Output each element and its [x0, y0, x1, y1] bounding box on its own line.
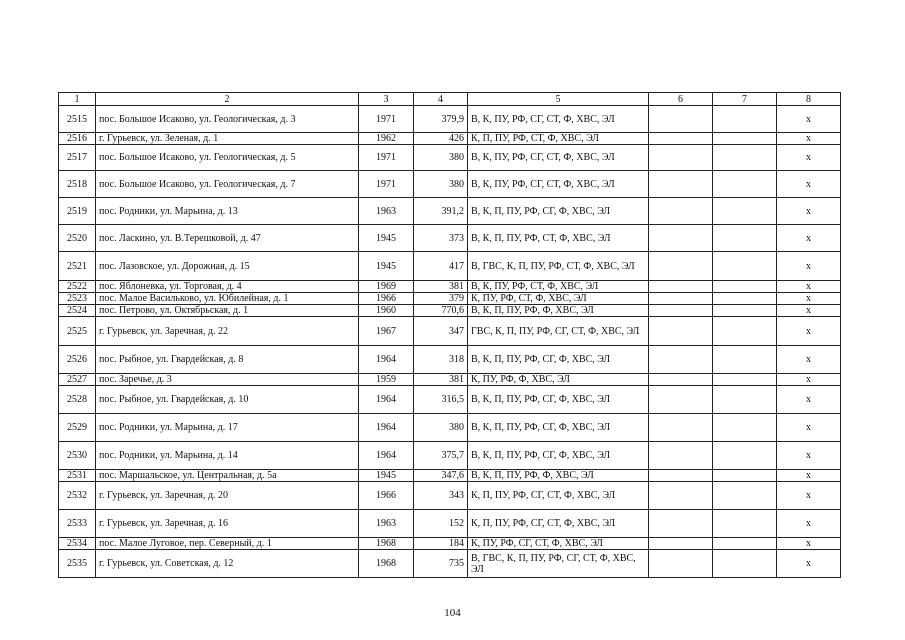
cell-col-6	[649, 281, 713, 293]
table-row	[59, 414, 841, 442]
table-row	[59, 293, 841, 305]
cell-col-2: г. Гурьевск, ул. Заречная, д. 20	[96, 482, 359, 510]
cell-col-6	[649, 550, 713, 578]
cell-col-8: х	[777, 198, 841, 225]
table-row	[59, 510, 841, 538]
cell-col-5: В, К, П, ПУ, РФ, СГ, Ф, ХВС, ЭЛ	[468, 346, 649, 374]
cell-col-6	[649, 145, 713, 171]
cell-col-7	[713, 145, 777, 171]
cell-col-6	[649, 293, 713, 305]
cell-col-3: 1969	[359, 281, 414, 293]
cell-col-4: 347,6	[414, 470, 468, 482]
cell-col-3: 1945	[359, 252, 414, 281]
col-header-7: 7	[713, 93, 777, 106]
cell-col-4: 380	[414, 414, 468, 442]
cell-col-1: 2522	[59, 281, 96, 293]
cell-col-7	[713, 305, 777, 317]
cell-col-5: В, К, П, ПУ, РФ, СГ, Ф, ХВС, ЭЛ	[468, 414, 649, 442]
cell-col-5: К, П, ПУ, РФ, СГ, СТ, Ф, ХВС, ЭЛ	[468, 510, 649, 538]
table-row	[59, 538, 841, 550]
cell-col-5: В, К, П, ПУ, РФ, СГ, Ф, ХВС, ЭЛ	[468, 386, 649, 414]
cell-col-2: пос. Петрово, ул. Октябрьская, д. 1	[96, 305, 359, 317]
cell-col-7	[713, 442, 777, 470]
table-body	[59, 106, 841, 578]
cell-col-5: В, К, ПУ, РФ, СГ, СТ, Ф, ХВС, ЭЛ	[468, 171, 649, 198]
col-header-4: 4	[414, 93, 468, 106]
cell-col-7	[713, 133, 777, 145]
col-header-3: 3	[359, 93, 414, 106]
cell-col-3: 1963	[359, 510, 414, 538]
cell-col-5: В, К, П, ПУ, РФ, СГ, Ф, ХВС, ЭЛ	[468, 198, 649, 225]
cell-col-8: х	[777, 145, 841, 171]
cell-col-4: 184	[414, 538, 468, 550]
cell-col-5: В, К, П, ПУ, РФ, Ф, ХВС, ЭЛ	[468, 305, 649, 317]
table-row	[59, 470, 841, 482]
cell-col-3: 1945	[359, 225, 414, 252]
cell-col-1: 2523	[59, 293, 96, 305]
table-row	[59, 374, 841, 386]
cell-col-5: В, К, П, ПУ, РФ, Ф, ХВС, ЭЛ	[468, 470, 649, 482]
cell-col-2: пос. Заречье, д. 3	[96, 374, 359, 386]
cell-col-6	[649, 305, 713, 317]
table-row	[59, 346, 841, 374]
cell-col-6	[649, 386, 713, 414]
cell-col-7	[713, 317, 777, 346]
cell-col-2: пос. Рыбное, ул. Гвардейская, д. 8	[96, 346, 359, 374]
table-row	[59, 106, 841, 133]
cell-col-8: х	[777, 106, 841, 133]
cell-col-1: 2520	[59, 225, 96, 252]
cell-col-3: 1964	[359, 442, 414, 470]
cell-col-1: 2532	[59, 482, 96, 510]
cell-col-2: пос. Малое Луговое, пер. Северный, д. 1	[96, 538, 359, 550]
cell-col-3: 1964	[359, 386, 414, 414]
cell-col-5: К, ПУ, РФ, СГ, СТ, Ф, ХВС, ЭЛ	[468, 538, 649, 550]
cell-col-4: 343	[414, 482, 468, 510]
cell-col-2: пос. Родники, ул. Марьина, д. 13	[96, 198, 359, 225]
cell-col-6	[649, 317, 713, 346]
cell-col-8: х	[777, 386, 841, 414]
cell-col-8: х	[777, 252, 841, 281]
cell-col-1: 2524	[59, 305, 96, 317]
cell-col-4: 318	[414, 346, 468, 374]
cell-col-2: пос. Малое Васильково, ул. Юбилейная, д. 1	[96, 293, 359, 305]
cell-col-8: х	[777, 374, 841, 386]
cell-col-3: 1971	[359, 106, 414, 133]
cell-col-2: г. Гурьевск, ул. Советская, д. 12	[96, 550, 359, 578]
cell-col-1: 2525	[59, 317, 96, 346]
cell-col-4: 379	[414, 293, 468, 305]
cell-col-7	[713, 293, 777, 305]
cell-col-8: х	[777, 414, 841, 442]
cell-col-7	[713, 538, 777, 550]
cell-col-5: В, К, П, ПУ, РФ, СГ, Ф, ХВС, ЭЛ	[468, 442, 649, 470]
cell-col-1: 2518	[59, 171, 96, 198]
cell-col-1: 2521	[59, 252, 96, 281]
table-row	[59, 482, 841, 510]
cell-col-3: 1963	[359, 198, 414, 225]
cell-col-1: 2517	[59, 145, 96, 171]
cell-col-1: 2528	[59, 386, 96, 414]
cell-col-6	[649, 133, 713, 145]
page-number: 104	[444, 607, 461, 619]
cell-col-5: К, П, ПУ, РФ, СГ, СТ, Ф, ХВС, ЭЛ	[468, 482, 649, 510]
cell-col-4: 373	[414, 225, 468, 252]
cell-col-1: 2529	[59, 414, 96, 442]
cell-col-5: В, К, П, ПУ, РФ, СТ, Ф, ХВС, ЭЛ	[468, 225, 649, 252]
header-row	[59, 93, 841, 106]
cell-col-3: 1964	[359, 346, 414, 374]
cell-col-1: 2533	[59, 510, 96, 538]
cell-col-7	[713, 281, 777, 293]
cell-col-1: 2530	[59, 442, 96, 470]
cell-col-2: пос. Большое Исаково, ул. Геологическая, д. 3	[96, 106, 359, 133]
cell-col-3: 1966	[359, 482, 414, 510]
table-row	[59, 133, 841, 145]
col-header-8: 8	[777, 93, 841, 106]
cell-col-2: пос. Большое Исаково, ул. Геологическая, д. 7	[96, 171, 359, 198]
cell-col-5: ГВС, К, П, ПУ, РФ, СГ, СТ, Ф, ХВС, ЭЛ	[468, 317, 649, 346]
cell-col-3: 1945	[359, 470, 414, 482]
cell-col-2: пос. Рыбное, ул. Гвардейская, д. 10	[96, 386, 359, 414]
cell-col-2: пос. Яблоневка, ул. Торговая, д. 4	[96, 281, 359, 293]
cell-col-2: пос. Лазовское, ул. Дорожная, д. 15	[96, 252, 359, 281]
cell-col-4: 391,2	[414, 198, 468, 225]
cell-col-4: 770,6	[414, 305, 468, 317]
cell-col-4: 381	[414, 374, 468, 386]
col-header-5: 5	[468, 93, 649, 106]
cell-col-4: 426	[414, 133, 468, 145]
cell-col-8: х	[777, 538, 841, 550]
table-row	[59, 252, 841, 281]
col-header-1: 1	[59, 93, 96, 106]
register-table	[58, 92, 841, 578]
cell-col-5: В, К, ПУ, РФ, СТ, Ф, ХВС, ЭЛ	[468, 281, 649, 293]
cell-col-8: х	[777, 171, 841, 198]
cell-col-2: пос. Родники, ул. Марьина, д. 17	[96, 414, 359, 442]
cell-col-8: х	[777, 305, 841, 317]
cell-col-3: 1962	[359, 133, 414, 145]
cell-col-2: г. Гурьевск, ул. Зеленая, д. 1	[96, 133, 359, 145]
cell-col-6	[649, 346, 713, 374]
cell-col-4: 379,9	[414, 106, 468, 133]
cell-col-1: 2516	[59, 133, 96, 145]
cell-col-8: х	[777, 470, 841, 482]
cell-col-8: х	[777, 317, 841, 346]
cell-col-3: 1968	[359, 538, 414, 550]
cell-col-8: х	[777, 442, 841, 470]
cell-col-8: х	[777, 482, 841, 510]
cell-col-8: х	[777, 510, 841, 538]
cell-col-4: 380	[414, 171, 468, 198]
cell-col-5: В, К, ПУ, РФ, СГ, СТ, Ф, ХВС, ЭЛ	[468, 145, 649, 171]
cell-col-1: 2526	[59, 346, 96, 374]
cell-col-1: 2515	[59, 106, 96, 133]
cell-col-2: пос. Ласкино, ул. В.Терешковой, д. 47	[96, 225, 359, 252]
table-row	[59, 386, 841, 414]
cell-col-7	[713, 386, 777, 414]
cell-col-3: 1960	[359, 305, 414, 317]
cell-col-4: 316,5	[414, 386, 468, 414]
cell-col-6	[649, 538, 713, 550]
cell-col-8: х	[777, 281, 841, 293]
cell-col-8: х	[777, 133, 841, 145]
cell-col-7	[713, 198, 777, 225]
cell-col-8: х	[777, 550, 841, 578]
cell-col-5: К, П, ПУ, РФ, СТ, Ф, ХВС, ЭЛ	[468, 133, 649, 145]
table-row	[59, 281, 841, 293]
cell-col-7	[713, 346, 777, 374]
cell-col-6	[649, 482, 713, 510]
table-row	[59, 317, 841, 346]
table-row	[59, 198, 841, 225]
cell-col-1: 2531	[59, 470, 96, 482]
table-row	[59, 171, 841, 198]
cell-col-7	[713, 252, 777, 281]
cell-col-8: х	[777, 346, 841, 374]
cell-col-6	[649, 106, 713, 133]
cell-col-2: г. Гурьевск, ул. Заречная, д. 16	[96, 510, 359, 538]
cell-col-3: 1959	[359, 374, 414, 386]
cell-col-7	[713, 510, 777, 538]
cell-col-1: 2519	[59, 198, 96, 225]
cell-col-5: В, К, ПУ, РФ, СГ, СТ, Ф, ХВС, ЭЛ	[468, 106, 649, 133]
cell-col-6	[649, 414, 713, 442]
cell-col-7	[713, 482, 777, 510]
cell-col-6	[649, 470, 713, 482]
cell-col-5: В, ГВС, К, П, ПУ, РФ, СТ, Ф, ХВС, ЭЛ	[468, 252, 649, 281]
cell-col-7	[713, 225, 777, 252]
cell-col-1: 2527	[59, 374, 96, 386]
col-header-6: 6	[649, 93, 713, 106]
table-row	[59, 225, 841, 252]
cell-col-2: пос. Большое Исаково, ул. Геологическая, д. 5	[96, 145, 359, 171]
table-row	[59, 145, 841, 171]
cell-col-2: пос. Маршальское, ул. Центральная, д. 5а	[96, 470, 359, 482]
cell-col-6	[649, 225, 713, 252]
cell-col-6	[649, 374, 713, 386]
cell-col-7	[713, 374, 777, 386]
cell-col-3: 1968	[359, 550, 414, 578]
cell-col-5: К, ПУ, РФ, Ф, ХВС, ЭЛ	[468, 374, 649, 386]
cell-col-4: 347	[414, 317, 468, 346]
cell-col-8: х	[777, 293, 841, 305]
cell-col-3: 1964	[359, 414, 414, 442]
cell-col-4: 152	[414, 510, 468, 538]
cell-col-6	[649, 252, 713, 281]
cell-col-3: 1971	[359, 171, 414, 198]
cell-col-4: 380	[414, 145, 468, 171]
cell-col-7	[713, 550, 777, 578]
cell-col-3: 1966	[359, 293, 414, 305]
cell-col-2: г. Гурьевск, ул. Заречная, д. 22	[96, 317, 359, 346]
cell-col-2: пос. Родники, ул. Марьина, д. 14	[96, 442, 359, 470]
cell-col-7	[713, 470, 777, 482]
cell-col-6	[649, 510, 713, 538]
cell-col-4: 375,7	[414, 442, 468, 470]
cell-col-6	[649, 171, 713, 198]
cell-col-6	[649, 198, 713, 225]
table-row	[59, 550, 841, 578]
cell-col-6	[649, 442, 713, 470]
cell-col-1: 2534	[59, 538, 96, 550]
col-header-2: 2	[96, 93, 359, 106]
table-row	[59, 305, 841, 317]
cell-col-3: 1971	[359, 145, 414, 171]
cell-col-5: К, ПУ, РФ, СТ, Ф, ХВС, ЭЛ	[468, 293, 649, 305]
cell-col-3: 1967	[359, 317, 414, 346]
cell-col-7	[713, 106, 777, 133]
cell-col-4: 381	[414, 281, 468, 293]
cell-col-8: х	[777, 225, 841, 252]
cell-col-7	[713, 414, 777, 442]
cell-col-4: 735	[414, 550, 468, 578]
table-row	[59, 442, 841, 470]
cell-col-5: В, ГВС, К, П, ПУ, РФ, СГ, СТ, Ф, ХВС, ЭЛ	[468, 550, 649, 578]
cell-col-4: 417	[414, 252, 468, 281]
cell-col-7	[713, 171, 777, 198]
cell-col-1: 2535	[59, 550, 96, 578]
